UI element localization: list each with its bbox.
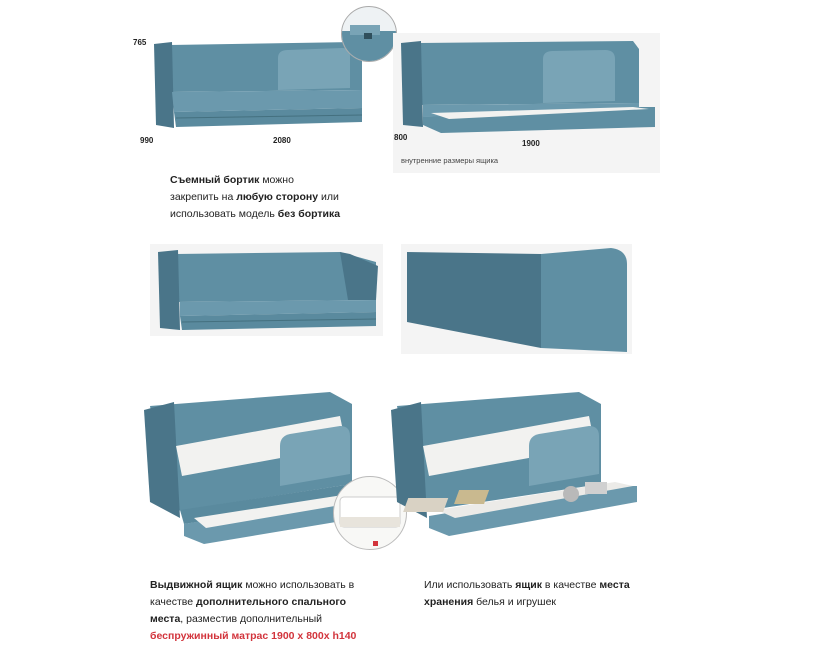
caption-top-text-3: использовать модель [170,208,278,220]
caption-top-bold-2: любую сторону [236,191,319,203]
drawer-depth-dimension: 800 [394,133,408,142]
caption-left-red: беспружинный матрас 1900 х 800х h140 [150,630,357,642]
sofa-with-storage-drawer-image [385,386,647,548]
caption-left-bold-2: дополнительного спального [196,596,347,608]
caption-left-bold-1: Выдвижной ящик [150,579,243,591]
length-dimension: 2080 [273,136,291,145]
caption-top-text-2: закрепить на [170,191,237,203]
bumper-detail-zoom [341,6,397,62]
caption-top-bold-3: без бортика [277,208,341,220]
drawer-dimension-panel [393,33,660,173]
depth-dimension: 990 [140,136,154,145]
caption-top-text-1: можно [259,174,294,186]
caption-extra-bed [150,577,390,645]
caption-left-text-3: , разместив дополнительный [180,613,323,625]
caption-right-text-1: Или использовать [424,579,516,591]
caption-storage [424,577,664,611]
drawer-note: внутренние размеры ящика [401,156,499,165]
caption-right-text-1b: в качестве [541,579,600,591]
caption-right-text-2: белья и игрушек [473,596,557,608]
caption-left-text-2: качестве [150,596,197,608]
caption-right-bold-1: ящик [515,579,542,591]
accent-marker [373,541,378,546]
drawer-length-dimension: 1900 [522,139,540,148]
sofa-back-view-image [401,244,632,354]
caption-left-bold-3: места [150,613,181,625]
height-dimension: 765 [133,38,147,47]
caption-top-text-2b: или [318,191,339,203]
caption-right-bold-2: хранения [424,596,474,608]
caption-removable-bumper [170,172,390,223]
caption-top-bold-1: Съемный бортик [170,174,260,186]
sofa-without-bumper-image [150,244,383,336]
sofa-with-side-image [150,30,375,135]
caption-right-bold-1b: места [599,579,630,591]
caption-left-text-1: можно использовать в [242,579,355,591]
